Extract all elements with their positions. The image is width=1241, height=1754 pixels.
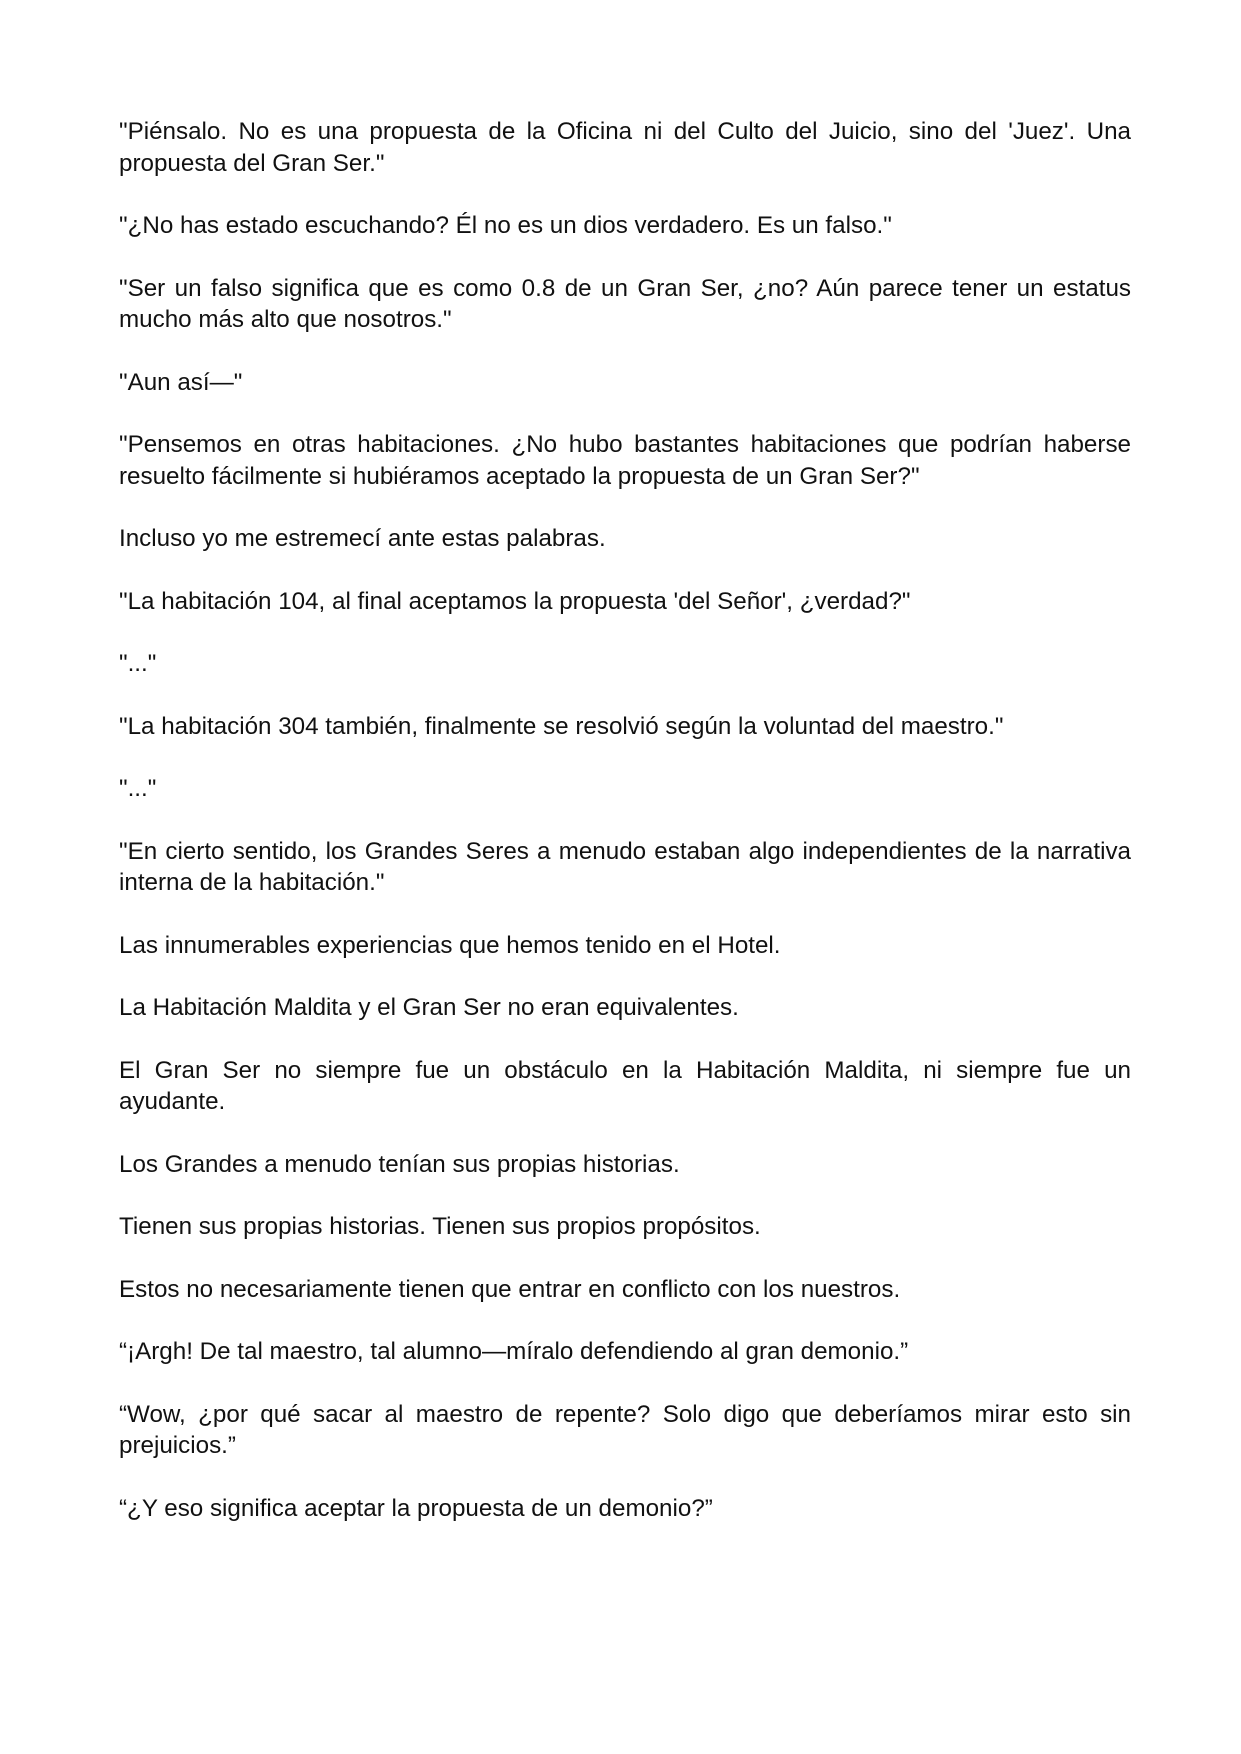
paragraph: Tienen sus propias historias. Tienen sus propios propósitos.	[119, 1213, 761, 1240]
paragraph: "Ser un falso significa que es como 0.8 de un Gran Ser, ¿no? Aún parece tener un estatus mucho más alto que nosotros."	[119, 274, 1131, 333]
paragraph: “¡Argh! De tal maestro, tal alumno—míralo defendiendo al gran demonio.”	[119, 1338, 909, 1365]
paragraph: “¿Y eso significa aceptar la propuesta de un demonio?”	[119, 1494, 713, 1522]
paragraph: "Piénsalo. No es una propuesta de la Oficina ni del Culto del Juicio, sino del 'Juez'. Una propuesta del Gran Ser."	[119, 118, 1131, 177]
paragraph: "Pensemos en otras habitaciones. ¿No hubo bastantes habitaciones que podrían haberse resuelto fácilmente si hubiéramos aceptado la propuesta de un Gran Ser?"	[119, 431, 1131, 490]
paragraph: "En cierto sentido, los Grandes Seres a menudo estaban algo independientes de la narrativa interna de la habitación."	[119, 837, 1131, 896]
paragraph: "..."	[119, 650, 157, 677]
paragraph: Las innumerables experiencias que hemos tenido en el Hotel.	[119, 931, 781, 959]
paragraph: "Aun así—"	[119, 368, 243, 396]
paragraph: Incluso yo me estremecí ante estas palabras.	[119, 525, 606, 552]
paragraph: La Habitación Maldita y el Gran Ser no eran equivalentes.	[119, 994, 739, 1021]
paragraph: "¿No has estado escuchando? Él no es un dios verdadero. Es un falso."	[119, 212, 892, 239]
paragraph: “Wow, ¿por qué sacar al maestro de repente? Solo digo que deberíamos mirar esto sin prejuicios.”	[119, 1400, 1131, 1459]
paragraph: El Gran Ser no siempre fue un obstáculo en la Habitación Maldita, ni siempre fue un ayudante.	[119, 1056, 1131, 1115]
paragraph: Estos no necesariamente tienen que entrar en conflicto con los nuestros.	[119, 1275, 901, 1303]
paragraph: "..."	[119, 775, 157, 802]
paragraph: Los Grandes a menudo tenían sus propias historias.	[119, 1150, 680, 1178]
paragraph: "La habitación 304 también, finalmente se resolvió según la voluntad del maestro."	[119, 712, 1004, 740]
document-page	[119, 116, 1131, 1555]
paragraph: "La habitación 104, al final aceptamos la propuesta 'del Señor', ¿verdad?"	[119, 587, 911, 615]
